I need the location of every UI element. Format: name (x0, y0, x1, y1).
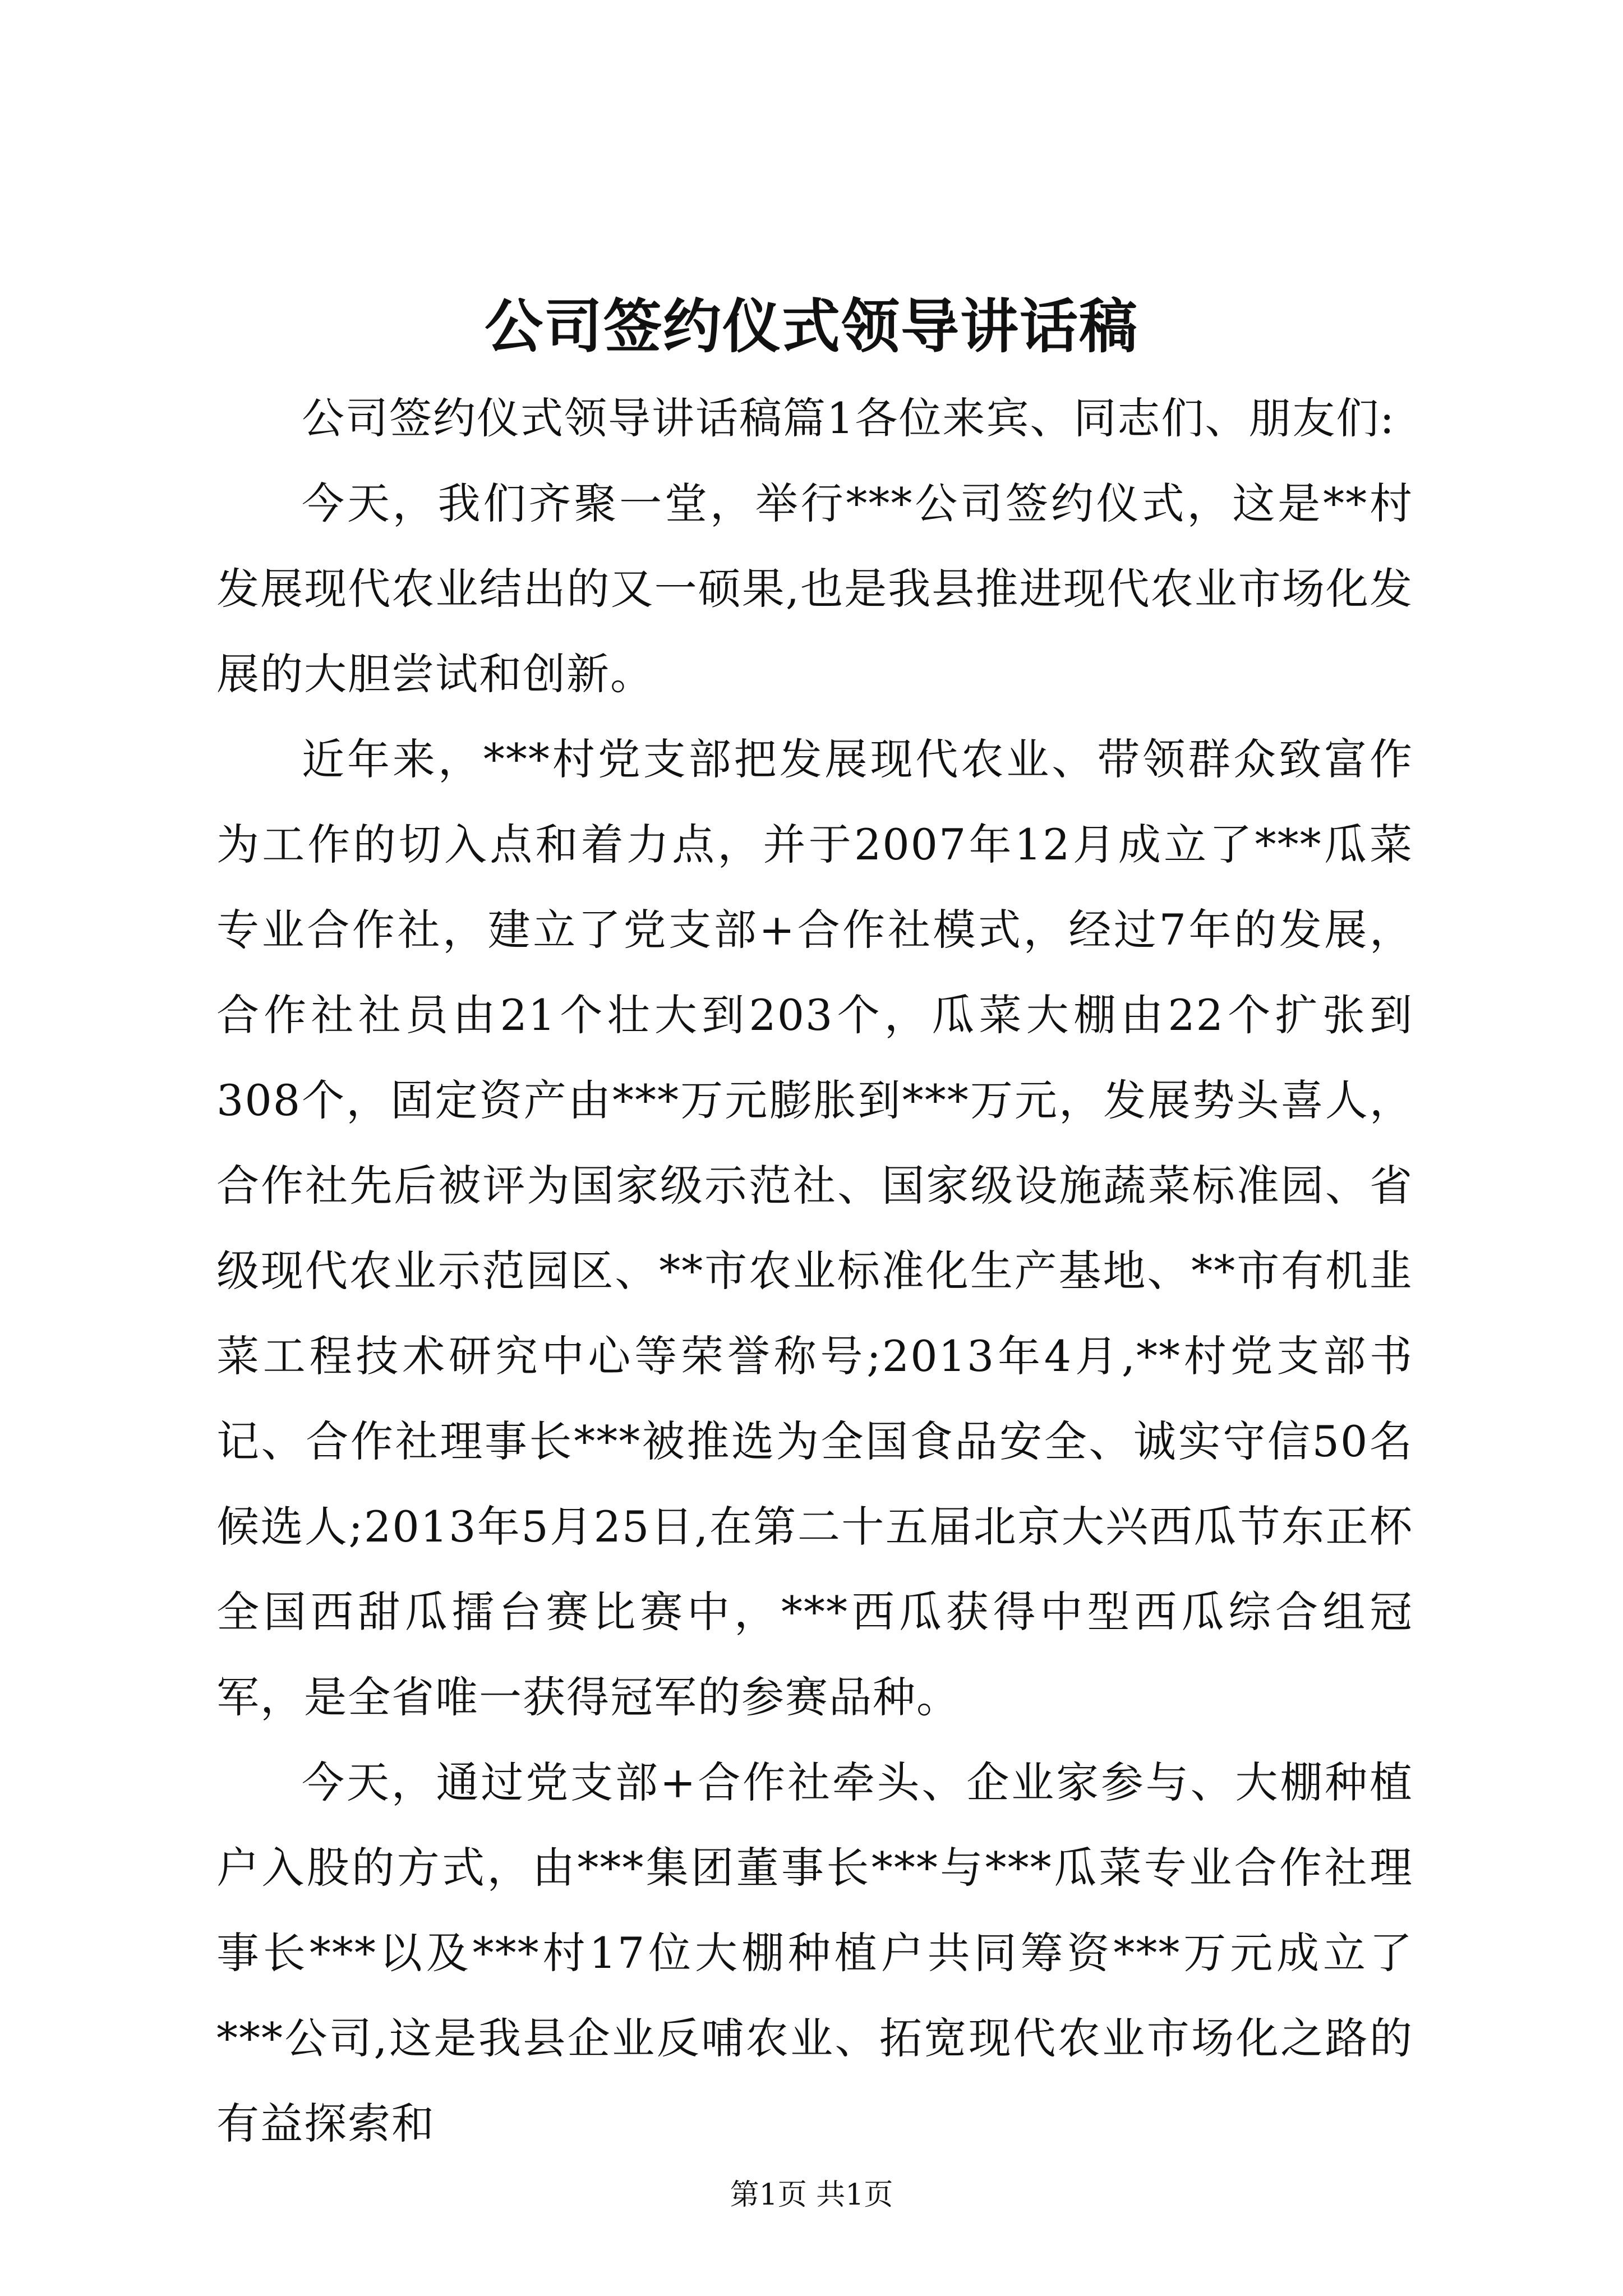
document-title: 公司签约仪式领导讲话稿 (484, 292, 1138, 361)
paragraph-opening: 今天，我们齐聚一堂，举行***公司签约仪式，这是**村发展现代农业结出的又一硕果,也是我县推进现代农业市场化发展的大胆尝试和创新。 (216, 478, 1413, 699)
paragraph-company-founding: 今天，通过党支部+合作社牵头、企业家参与、大棚种植户入股的方式，由***集团董事长***与***瓜菜专业合作社理事长***以及***村17位大棚种植户共同筹资***万元成立了***公司,这是我县企业反哺农业、拓宽现代农业市场化之路的有益探索和 (216, 1757, 1413, 2148)
paragraph-greeting: 公司签约仪式领导讲话稿篇1各位来宾、同志们、朋友们: (302, 393, 1395, 443)
document-body (216, 376, 1413, 2166)
page-footer: 第1页 共1页 (730, 2178, 893, 2212)
paragraph-background: 近年来，***村党支部把发展现代农业、带领群众致富作为工作的切入点和着力点，并于2007年12月成立了***瓜菜专业合作社，建立了党支部+合作社模式，经过7年的发展，合作社社员由21个壮大到203个，瓜菜大棚由22个扩张到308个，固定资产由***万元膨胀到***万元，发展势头喜人，合作社先后被评为国家级示范社、国家级设施蔬菜标准园、省级现代农业示范园区、**市农业标准化生产基地、**市有机韭菜工程技术研究中心等荣誉称号;2013年4月,**村党支部书记、合作社理事长***被推选为全国食品安全、诚实守信50名候选人;2013年5月25日,在第二十五届北京大兴西瓜节东正杯全国西甜瓜擂台赛比赛中，***西瓜获得中型西瓜综合组冠军，是全省唯一获得冠军的参赛品种。 (216, 734, 1413, 1722)
